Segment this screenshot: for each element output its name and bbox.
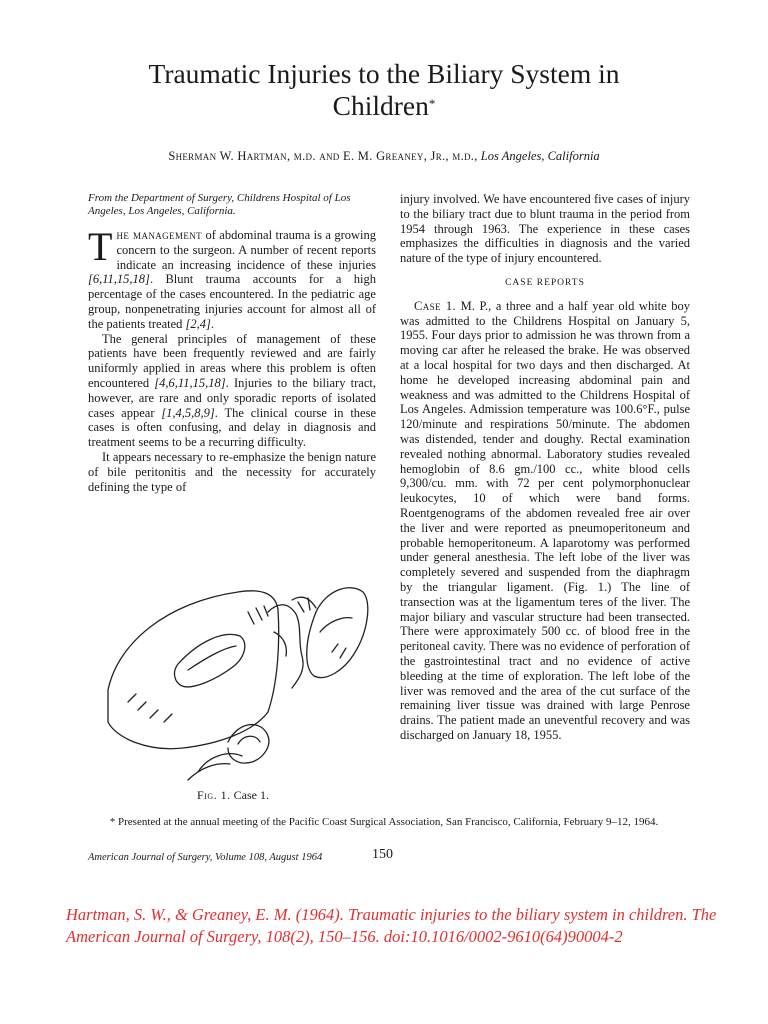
intro-text-2: . Blunt trauma accounts for a high percentage of the cases encountered. In the pediatric age group, nonpenetrating injuries account for almost all of the patients treated (88, 272, 376, 331)
liver-illustration (88, 572, 378, 782)
reference-cite: [1,4,5,8,9] (161, 405, 215, 420)
case-label: Case 1. (414, 298, 457, 313)
figure-caption-text: Case 1. (230, 788, 269, 802)
continuation-paragraph: injury involved. We have encountered five cases of injury to the biliary tract due to blunt trauma in the period from 1954 through 1963. The experience in these cases emphasizes the difficulties in diagnosis and the varied nature of the type of injury encountered. (400, 192, 690, 266)
principles-text-2: . Injuries to the biliary tract, however, are rare and only sporadic reports of isolated cases appear (88, 375, 377, 420)
left-column (88, 192, 376, 494)
figure-label: Fig. 1. (197, 788, 231, 802)
reference-cite: [6,11,15,18] (88, 272, 150, 287)
principles-text: The general principles of management of these patients have been frequently reviewed and are fairly uniformly applied in areas where this problem is often encountered (88, 331, 376, 390)
reference-cite: [4,6,11,15,18] (154, 375, 226, 390)
title-footnote-mark: * (428, 96, 436, 111)
case-1-paragraph (400, 299, 690, 743)
author-1: Sherman W. Hartman, m.d. (168, 149, 316, 163)
author-location: Los Angeles, California (480, 149, 600, 163)
lead-in-smallcaps: he management (116, 228, 203, 242)
article-title (80, 58, 688, 122)
author-conjunction: and (315, 149, 344, 163)
principles-paragraph (88, 332, 376, 450)
intro-paragraph (88, 224, 376, 332)
title-line-1: Traumatic Injuries to the Biliary System in (148, 58, 620, 89)
title-footnote: * Presented at the annual meeting of the Pacific Coast Surgical Association, San Francisco, California, February 9–12, 1964. (109, 816, 659, 828)
intro-text-3: . (210, 316, 215, 331)
affiliation: From the Department of Surgery, Childrens Hospital of Los Angeles, Los Angeles, California. (88, 192, 351, 217)
reference-cite: [2,4] (185, 316, 211, 331)
title-line-2: Children (332, 90, 429, 121)
apa-citation: Hartman, S. W., & Greaney, E. M. (1964). Traumatic injuries to the biliary system in children. The American Journal of Surgery, 108(2), 150–156. doi:10.1016/0002-9610(64)90004-2 (66, 905, 717, 946)
figure-1 (88, 572, 378, 802)
journal-reference: American Journal of Surgery, Volume 108, August 1964 (88, 852, 323, 863)
case-1-text: M. P., a three and a half year old white boy was admitted to the Childrens Hospital on January 5, 1955. Four days prior to admission he was thrown from a moving car after he released the brake. He was observed at a local hospital for two days and then discharged. At home he developed increasing abdominal pain and weakness and was admitted to the Childrens Hospital of Los Angeles. Admission temperature was 100.6°F., pulse 120/minute and respirations 50/minute. The abdomen was distended, tender and doughy. Rectal examination revealed nothing abnormal. Laboratory studies revealed hemoglobin of 8.6 gm./100 cc., white blood cells 9,300/cu. mm. with 72 per cent polymorphonuclear leukocytes, 10 of which were band forms. Roentgenograms of the abdomen revealed free air over the liver and were reported as pneumoperitoneum and probable hemoperitoneum. A laparotomy was performed under general anesthesia. The left lobe of the liver was completely severed and suspended from the diaphragm by the triangular ligament. (Fig. 1.) The line of transection was at the ligamentum teres of the liver. The major biliary and vascular structure had been transected. There were approximately 500 cc. of blood free in the peritoneal cavity. There was no evidence of perforation of the gastrointestinal tract and no evidence of active bleeding at the time of exploration. The left lobe of the liver was removed and the area of the cut surface of the remaining liver tissue was drained with large Penrose drains. The patient made an uneventful recovery and was discharged on January 18, 1955. (400, 298, 691, 742)
author-2: E. M. Greaney, Jr., m.d., (343, 149, 478, 163)
right-column (400, 192, 690, 743)
drop-cap: T (88, 224, 113, 269)
intro-text: of abdominal trauma is a growing concern to the surgeon. A number of recent reports indicate an increasing incidence of these injuries (116, 228, 376, 272)
principles-text-3: . The clinical course in these cases is often confusing, and delay in diagnosis and treatment seems to be a recurring difficulty. (88, 405, 376, 450)
page-number: 150 (372, 847, 393, 862)
section-heading: CASE REPORTS (505, 277, 585, 288)
emphasis-paragraph: It appears necessary to re-emphasize the benign nature of bile peritonitis and the necessity for accurately defining the type of (88, 449, 376, 494)
author-line (40, 148, 728, 164)
figure-caption (88, 788, 378, 803)
